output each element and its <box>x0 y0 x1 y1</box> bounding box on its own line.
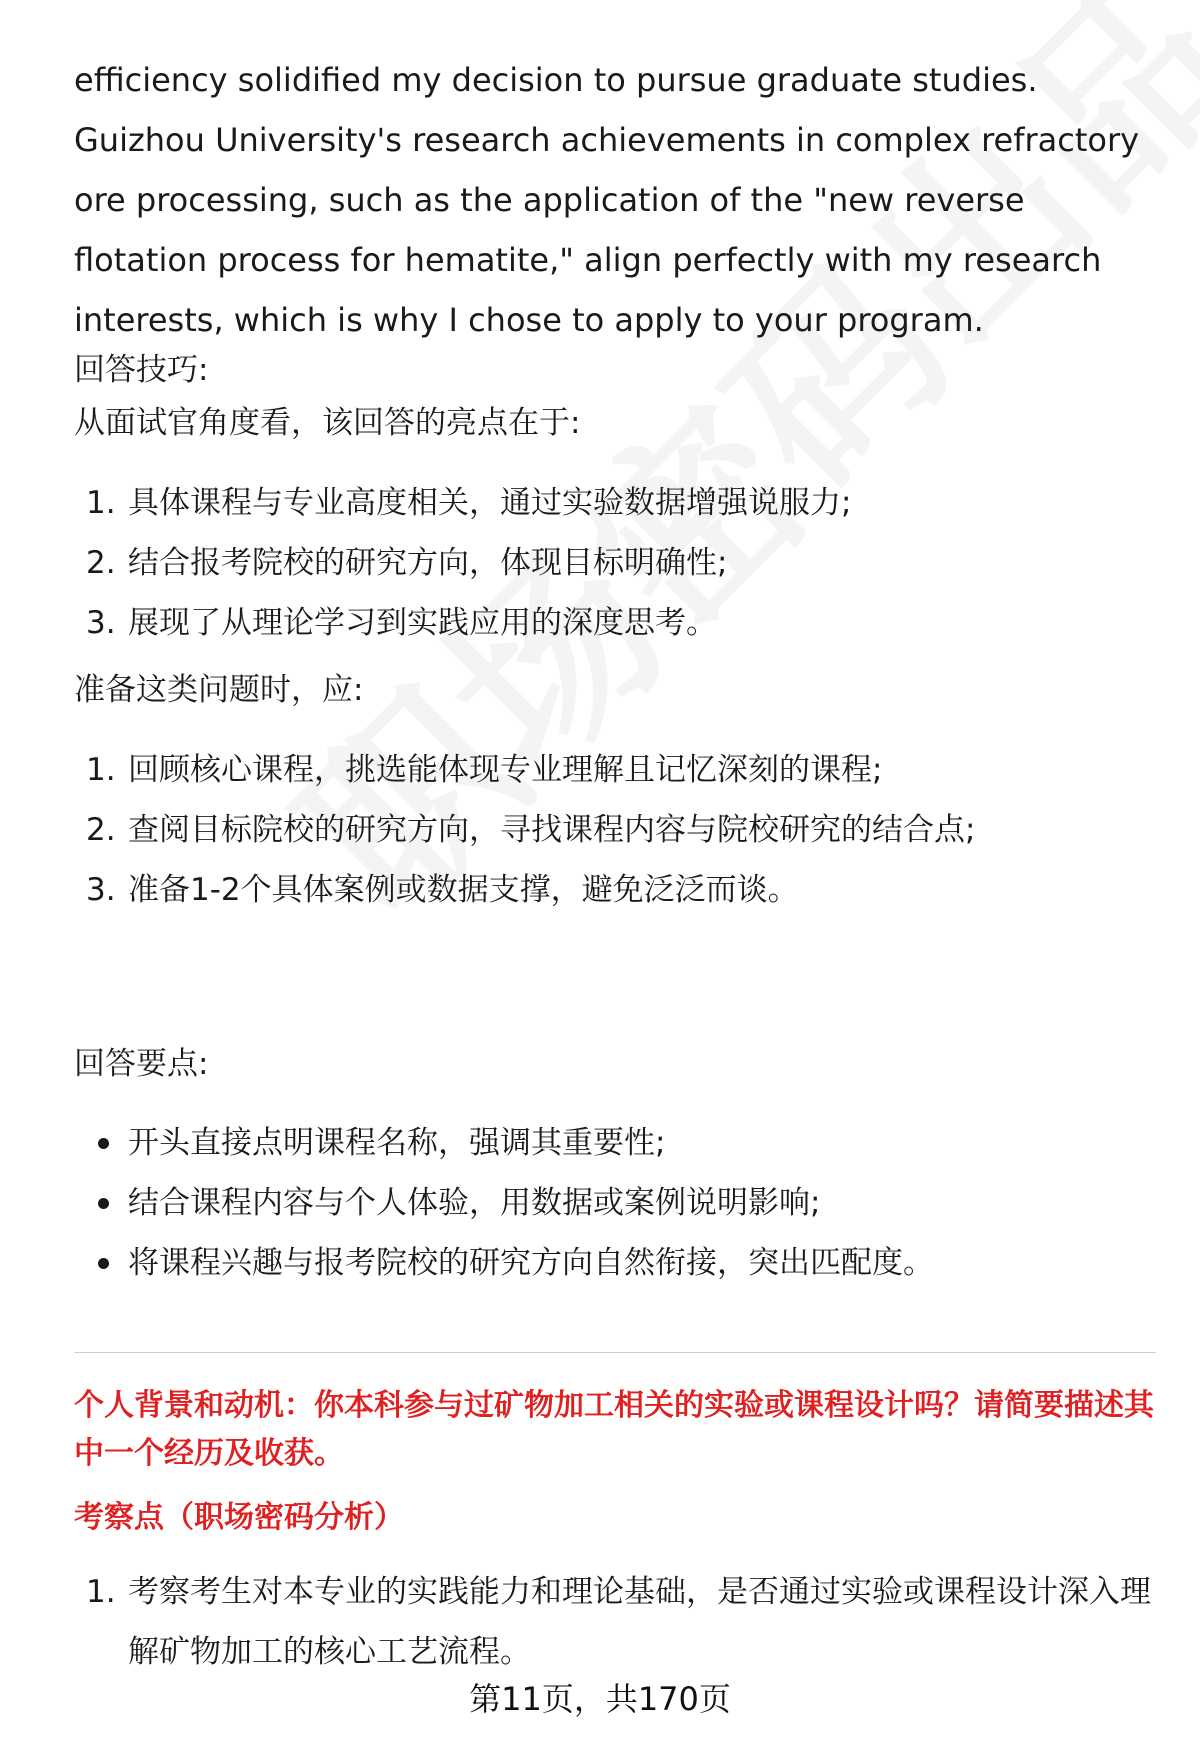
highlights-intro: 从面试官角度看，该回答的亮点在于: <box>74 405 581 441</box>
list-item-text: 回顾核心课程，挑选能体现专业理解且记忆深刻的课程; <box>128 752 883 788</box>
list-item-text: 准备1-2个具体案例或数据支撑，避免泛泛而谈。 <box>128 872 799 908</box>
list-number: 1. <box>86 752 116 788</box>
list-number: 3. <box>86 872 116 908</box>
prepare-label: 准备这类问题时，应: <box>74 672 364 708</box>
list-number: 1. <box>86 485 116 521</box>
list-item-text: 结合报考院校的研究方向，体现目标明确性; <box>128 545 728 581</box>
bullet-icon <box>98 1138 109 1149</box>
intro-paragraph: efficiency solidified my decision to pursue graduate studies. Guizhou University's research achievements in complex refractory ore processing, such as the application of the "new reverse flotation process for hematite," align perfectly with my research interests, which is why I chose to apply to your program. <box>74 61 1140 339</box>
list-item <box>74 473 1154 533</box>
bullet-icon <box>98 1258 109 1269</box>
list-item <box>74 740 1154 800</box>
list-item <box>74 1113 1154 1173</box>
list-item-text: 具体课程与专业高度相关，通过实验数据增强说服力; <box>128 485 852 521</box>
list-number: 2. <box>86 812 116 848</box>
list-item <box>74 800 1154 860</box>
question-heading: 个人背景和动机：你本科参与过矿物加工相关的实验或课程设计吗？请简要描述其中一个经历及收获。 <box>74 1388 1154 1471</box>
highlights-list <box>74 473 1154 653</box>
list-number: 2. <box>86 545 116 581</box>
list-number: 3. <box>86 605 116 641</box>
list-item <box>74 533 1154 593</box>
list-item-text: 结合课程内容与个人体验，用数据或案例说明影响; <box>128 1185 821 1221</box>
bullet-icon <box>98 1198 109 1209</box>
list-item <box>74 1233 1154 1293</box>
list-item-text: 考察考生对本专业的实践能力和理论基础，是否通过实验或课程设计深入理解矿物加工的核心工艺流程。 <box>128 1574 1151 1670</box>
list-item <box>74 1562 1156 1682</box>
page-footer: 第11页，共170页 <box>469 1680 731 1718</box>
list-item <box>74 1173 1154 1233</box>
keypoints-list <box>74 1113 1154 1293</box>
list-item-text: 将课程兴趣与报考院校的研究方向自然衔接，突出匹配度。 <box>128 1245 934 1281</box>
list-item-text: 开头直接点明课程名称，强调其重要性; <box>128 1125 666 1161</box>
list-item <box>74 593 1154 653</box>
list-item <box>74 860 1154 920</box>
exam-point-title: 考察点（职场密码分析） <box>74 1500 404 1535</box>
prepare-list <box>74 740 1154 920</box>
list-item-text: 展现了从理论学习到实践应用的深度思考。 <box>128 605 717 641</box>
section-divider <box>74 1352 1156 1353</box>
list-number: 1. <box>86 1574 116 1610</box>
keypoints-label: 回答要点: <box>74 1046 209 1082</box>
list-item-text: 查阅目标院校的研究方向，寻找课程内容与院校研究的结合点; <box>128 812 976 848</box>
tips-label: 回答技巧: <box>74 352 209 388</box>
